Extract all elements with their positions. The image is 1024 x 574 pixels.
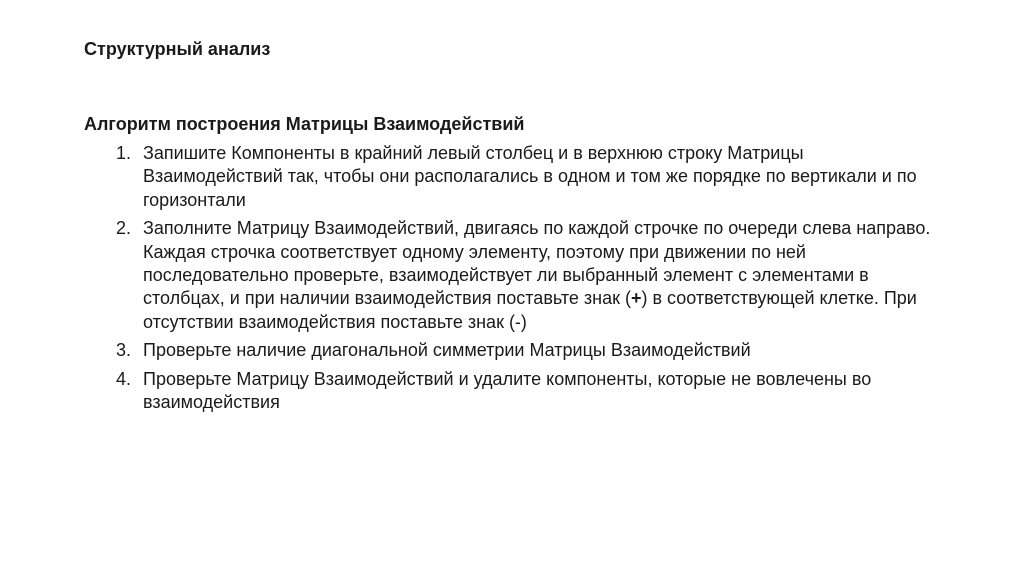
step-number: 1. [115, 143, 131, 163]
step-text [143, 217, 944, 334]
plus-sign: + [630, 288, 642, 309]
slide-title: Структурный анализ [84, 39, 271, 59]
step-text-part: Заполните Матрицу Взаимодействий, двигаясь по каждой строчке по очереди слева направо. Каждая строчка соответствует одному элементу, поэтому при движении по ней последовательно проверьте, взаимодействует ли выбранный элемент с элементами в столбцах, и при наличии взаимодействия поставьте знак ( [143, 218, 931, 309]
step-text: Запишите Компоненты в крайний левый столбец и в верхнюю строку Матрицы Взаимодействий так, чтобы они располагались в одном и том же порядке по вертикали и по горизонтали [143, 143, 917, 210]
list-item [84, 339, 944, 362]
algorithm-heading: Алгоритм построения Матрицы Взаимодействий [84, 114, 525, 134]
step-number: 4. [115, 368, 131, 389]
step-number: 2. [115, 218, 131, 239]
step-number: 3. [115, 340, 131, 361]
step-text-part: ) в соответствующей клетке. При отсутствии взаимодействия поставьте знак (-) [143, 288, 917, 332]
list-item [84, 142, 944, 212]
list-item [84, 368, 944, 415]
algorithm-steps-list [84, 142, 944, 419]
list-item [84, 217, 944, 334]
step-text: Проверьте наличие диагональной симметрии Матрицы Взаимодействий [143, 340, 751, 361]
step-text: Проверьте Матрицу Взаимодействий и удалите компоненты, которые не вовлечены во взаимодействия [143, 368, 872, 413]
